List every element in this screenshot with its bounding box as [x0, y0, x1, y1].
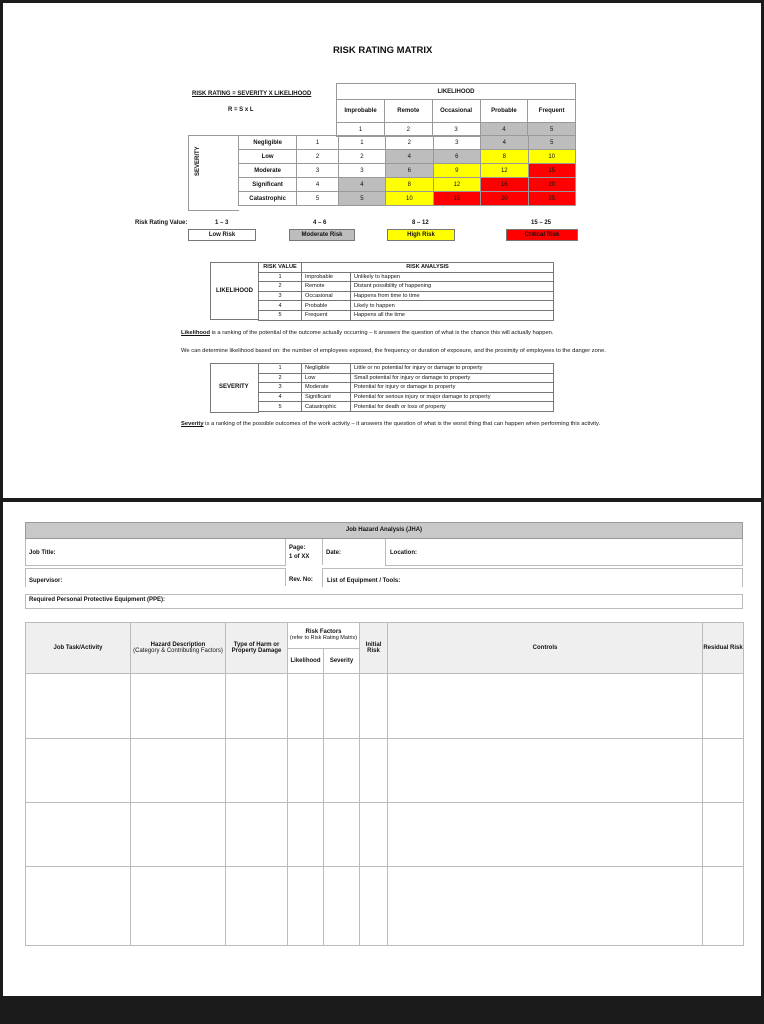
jha-cell[interactable]: [324, 674, 360, 739]
analysis-name: Significant: [302, 392, 351, 402]
jha-cell[interactable]: [26, 867, 131, 946]
severity-vertical-text: SEVERITY: [195, 146, 201, 176]
equipment-field[interactable]: [322, 568, 743, 587]
ppe-field[interactable]: [25, 594, 743, 609]
page-value: 1 of XX: [289, 554, 310, 560]
location-field[interactable]: [385, 539, 743, 566]
critical-risk-badge: Critical Risk: [506, 229, 578, 241]
matrix-cell: 15: [433, 192, 480, 206]
jha-cell[interactable]: [226, 674, 288, 739]
page-title: RISK RATING MATRIX: [333, 45, 433, 56]
severity-definition: [181, 421, 600, 427]
analysis-row: [259, 373, 554, 383]
job-title-label: Job Title:: [29, 550, 56, 556]
likelihood-basis: We can determine likelihood based on: the number of employees exposed, the frequency or duration of exposure, and the proximity of employees to the danger zone.: [181, 348, 606, 354]
severity-def-term: Severity: [181, 421, 204, 427]
col-controls: Controls: [388, 623, 703, 674]
analysis-desc: Likely to happen: [351, 301, 554, 311]
matrix-row: [239, 136, 576, 150]
jha-cell[interactable]: [26, 739, 131, 803]
matrix-row: [239, 150, 576, 164]
severity-value: 2: [297, 150, 339, 164]
likelihood-header: LIKELIHOOD: [337, 84, 576, 100]
likelihood-level: Probable: [480, 100, 528, 123]
jha-cell[interactable]: [26, 803, 131, 867]
matrix-cell: 1: [338, 136, 385, 150]
jha-cell[interactable]: [288, 803, 324, 867]
analysis-row: [259, 383, 554, 393]
jha-cell[interactable]: [388, 803, 703, 867]
risk-formula: RISK RATING = SEVERITY X LIKELIHOOD: [192, 91, 312, 97]
col-severity: Severity: [324, 648, 360, 674]
jha-cell[interactable]: [388, 674, 703, 739]
matrix-cell: 4: [386, 150, 433, 164]
col-harm: Type of Harm or Property Damage: [226, 623, 288, 674]
matrix-cell: 4: [481, 136, 528, 150]
severity-level: Moderate: [239, 164, 297, 178]
analysis-name: Low: [302, 373, 351, 383]
range-moderate: 4 – 6: [313, 220, 327, 226]
severity-level: Catastrophic: [239, 192, 297, 206]
likelihood-level: Remote: [385, 100, 432, 123]
high-risk-badge: High Risk: [387, 229, 455, 241]
analysis-value: 4: [259, 301, 302, 311]
jha-cell[interactable]: [703, 739, 744, 803]
likelihood-level: Improbable: [337, 100, 385, 123]
matrix-cell: 8: [386, 178, 433, 192]
severity-matrix: [238, 135, 576, 206]
analysis-row: [259, 272, 554, 282]
jha-cell[interactable]: [131, 739, 226, 803]
jha-cell[interactable]: [226, 739, 288, 803]
matrix-cell: 2: [338, 150, 385, 164]
ppe-label: Required Personal Protective Equipment (PPE):: [29, 597, 166, 603]
risk-matrix-page: [3, 3, 761, 498]
analysis-desc: Happens from time to time: [351, 291, 554, 301]
analysis-name: Frequent: [302, 310, 351, 320]
severity-value: 1: [297, 136, 339, 150]
analysis-name: Catastrophic: [302, 402, 351, 412]
jha-cell[interactable]: [324, 867, 360, 946]
analysis-desc: Potential for serious injury or major damage to property: [351, 392, 554, 402]
col-residual: Residual Risk: [703, 623, 744, 674]
jha-cell[interactable]: [26, 674, 131, 739]
col-initial: Initial Risk: [360, 623, 388, 674]
matrix-cell: 20: [528, 178, 575, 192]
matrix-cell: 2: [386, 136, 433, 150]
jha-page: [3, 502, 761, 996]
likelihood-value: 5: [528, 123, 576, 137]
jha-row: [26, 739, 744, 803]
col-hazard-sub: (Category & Contributing Factors): [133, 648, 223, 654]
matrix-cell: 12: [481, 164, 528, 178]
severity-analysis-label: SEVERITY: [219, 384, 249, 390]
col-risk-factors-title: Risk Factors: [305, 629, 342, 636]
severity-side-label: [188, 135, 239, 211]
rev-field[interactable]: [285, 568, 323, 586]
col-risk-factors: [288, 623, 360, 649]
analysis-desc: Potential for death or loss of property: [351, 402, 554, 412]
jha-cell[interactable]: [360, 867, 388, 946]
risk-analysis-header: RISK ANALYSIS: [302, 263, 554, 273]
col-task: Job Task/Activity: [26, 623, 131, 674]
date-field[interactable]: [322, 539, 386, 565]
analysis-row: [259, 402, 554, 412]
analysis-value: 4: [259, 392, 302, 402]
likelihood-value: 1: [337, 123, 385, 137]
matrix-row: [239, 178, 576, 192]
likelihood-definition: [181, 330, 554, 336]
jha-cell[interactable]: [324, 739, 360, 803]
analysis-name: Negligible: [302, 364, 351, 374]
col-risk-factors-sub: (refer to Risk Rating Matrix): [289, 635, 358, 642]
supervisor-label: Supervisor:: [29, 578, 63, 584]
page-field[interactable]: [285, 539, 323, 565]
analysis-row: [259, 291, 554, 301]
jha-table: [25, 622, 744, 946]
range-low: 1 – 3: [215, 220, 229, 226]
page-label: Page:: [289, 545, 306, 551]
jha-cell[interactable]: [131, 867, 226, 946]
matrix-cell: 6: [433, 150, 480, 164]
jha-cell[interactable]: [388, 739, 703, 803]
matrix-cell: 9: [433, 164, 480, 178]
severity-value: 3: [297, 164, 339, 178]
jha-cell[interactable]: [288, 867, 324, 946]
matrix-cell: 8: [481, 150, 528, 164]
analysis-name: Remote: [302, 282, 351, 292]
matrix-cell: 16: [481, 178, 528, 192]
jha-cell[interactable]: [703, 674, 744, 739]
likelihood-analysis-label: LIKELIHOOD: [216, 288, 253, 294]
analysis-desc: Happens all the time: [351, 310, 554, 320]
jha-cell[interactable]: [360, 803, 388, 867]
likelihood-value: 3: [432, 123, 480, 137]
matrix-cell: 25: [528, 192, 575, 206]
analysis-desc: Little or no potential for injury or damage to property: [351, 364, 554, 374]
matrix-cell: 10: [528, 150, 575, 164]
likelihood-value: 2: [385, 123, 432, 137]
severity-value: 4: [297, 178, 339, 192]
severity-analysis-table: [258, 363, 554, 412]
risk-value-header: RISK VALUE: [259, 263, 302, 273]
range-high: 8 – 12: [412, 220, 429, 226]
low-risk-badge: Low Risk: [188, 229, 256, 241]
jha-row: [26, 674, 744, 739]
jha-row: [26, 803, 744, 867]
likelihood-analysis-side: [210, 262, 259, 320]
matrix-cell: 3: [433, 136, 480, 150]
analysis-row: [259, 364, 554, 374]
col-hazard: [131, 623, 226, 674]
equipment-label: List of Equipment / Tools:: [327, 578, 401, 584]
likelihood-level: Occasional: [432, 100, 480, 123]
rev-label: Rev. No:: [289, 577, 313, 583]
jha-cell[interactable]: [226, 803, 288, 867]
matrix-cell: 5: [528, 136, 575, 150]
analysis-desc: Distant possibility of happening: [351, 282, 554, 292]
jha-row: [26, 867, 744, 946]
jha-cell[interactable]: [324, 803, 360, 867]
col-likelihood: Likelihood: [288, 648, 324, 674]
jha-cell[interactable]: [288, 739, 324, 803]
job-title-field[interactable]: [25, 539, 286, 566]
likelihood-def-text: is a ranking of the potential of the outcome actually occurring – it answers the question of what is the chance this will actually happen.: [210, 330, 554, 336]
analysis-name: Probable: [302, 301, 351, 311]
likelihood-header-table: [336, 83, 576, 137]
analysis-value: 5: [259, 310, 302, 320]
matrix-cell: 10: [386, 192, 433, 206]
analysis-name: Improbable: [302, 272, 351, 282]
jha-title-bar: [25, 522, 743, 539]
jha-cell[interactable]: [226, 867, 288, 946]
analysis-value: 2: [259, 282, 302, 292]
matrix-cell: 20: [481, 192, 528, 206]
jha-cell[interactable]: [360, 674, 388, 739]
jha-cell[interactable]: [360, 739, 388, 803]
likelihood-value: 4: [480, 123, 528, 137]
location-label: Location:: [390, 550, 417, 556]
analysis-value: 3: [259, 291, 302, 301]
col-hazard-title: Hazard Description: [150, 642, 206, 648]
jha-cell[interactable]: [288, 674, 324, 739]
matrix-cell: 3: [338, 164, 385, 178]
severity-level: Negligible: [239, 136, 297, 150]
jha-cell[interactable]: [703, 803, 744, 867]
analysis-desc: Small potential for injury or damage to property: [351, 373, 554, 383]
matrix-row: [239, 164, 576, 178]
analysis-row: [259, 282, 554, 292]
range-critical: 15 – 25: [531, 220, 552, 226]
analysis-value: 1: [259, 272, 302, 282]
analysis-value: 2: [259, 373, 302, 383]
matrix-cell: 12: [433, 178, 480, 192]
severity-value: 5: [297, 192, 339, 206]
likelihood-level: Frequent: [528, 100, 576, 123]
analysis-desc: Unlikely to happen: [351, 272, 554, 282]
analysis-row: [259, 310, 554, 320]
severity-level: Low: [239, 150, 297, 164]
analysis-value: 3: [259, 383, 302, 393]
jha-cell[interactable]: [388, 867, 703, 946]
severity-def-text: is a ranking of the possible outcomes of the work activity – it answers the question of what is the worst thing that can happen when performing this activity.: [203, 421, 601, 427]
analysis-name: Occasional: [302, 291, 351, 301]
jha-title: Job Hazard Analysis (JHA): [345, 527, 423, 533]
analysis-value: 5: [259, 402, 302, 412]
likelihood-analysis-table: [258, 262, 554, 321]
supervisor-field[interactable]: [25, 568, 286, 587]
jha-cell[interactable]: [131, 803, 226, 867]
jha-cell[interactable]: [703, 867, 744, 946]
matrix-cell: 5: [338, 192, 385, 206]
matrix-row: [239, 192, 576, 206]
analysis-desc: Potential for injury or damage to property: [351, 383, 554, 393]
risk-formula-short: R = S x L: [228, 107, 254, 113]
likelihood-def-term: Likelihood: [181, 330, 210, 336]
jha-cell[interactable]: [131, 674, 226, 739]
analysis-row: [259, 392, 554, 402]
moderate-risk-badge: Moderate Risk: [289, 229, 355, 241]
severity-level: Significant: [239, 178, 297, 192]
matrix-cell: 15: [528, 164, 575, 178]
analysis-row: [259, 301, 554, 311]
matrix-cell: 4: [338, 178, 385, 192]
analysis-value: 1: [259, 364, 302, 374]
analysis-name: Moderate: [302, 383, 351, 393]
matrix-cell: 6: [386, 164, 433, 178]
date-label: Date:: [326, 550, 342, 556]
rating-value-label: Risk Rating Value:: [135, 220, 188, 226]
severity-analysis-side: [210, 363, 259, 413]
